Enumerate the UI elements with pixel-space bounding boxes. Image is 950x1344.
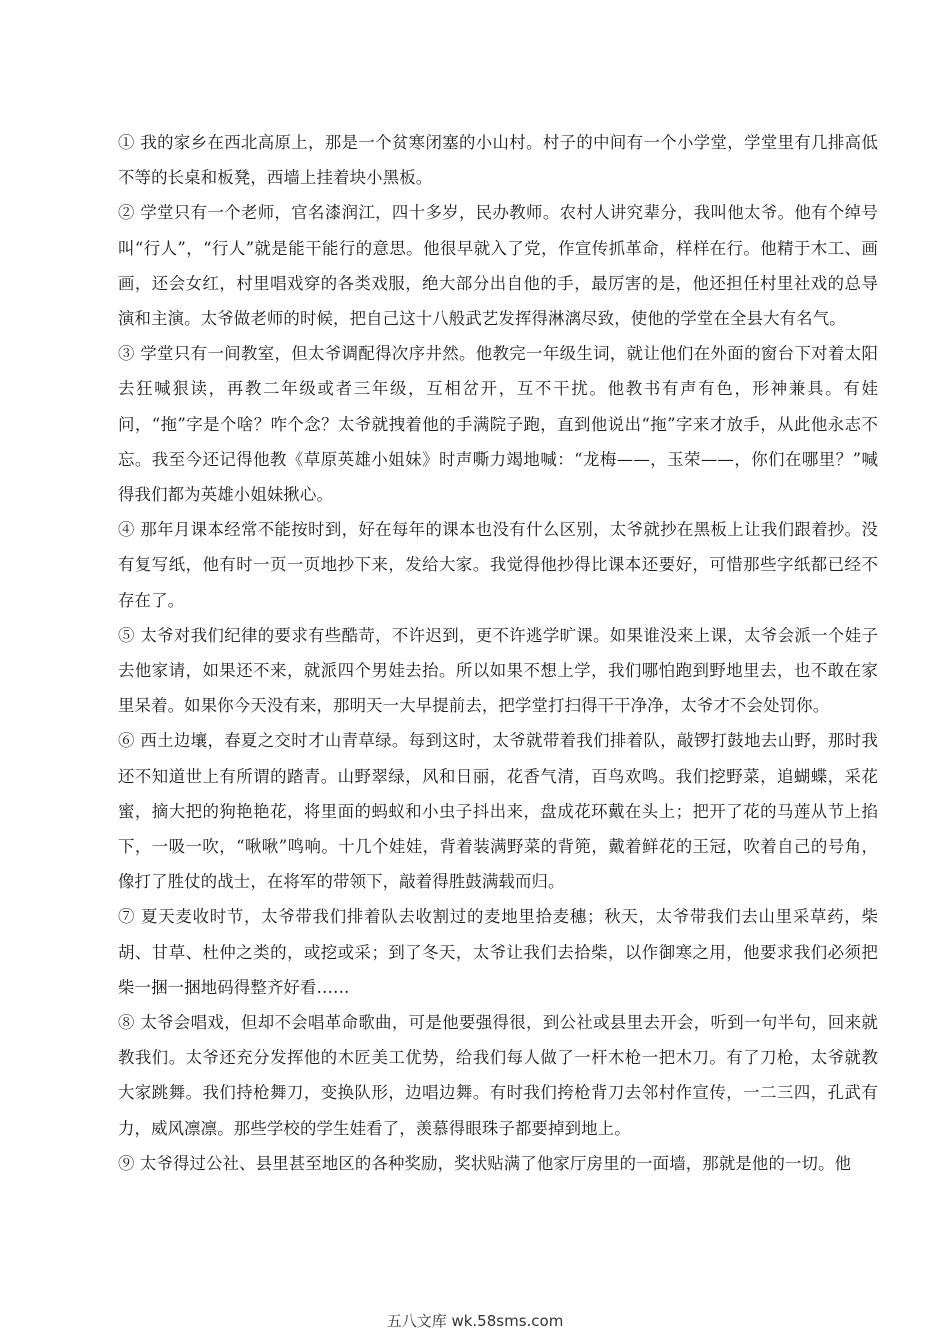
paragraph-3: ③ 学堂只有一间教室，但太爷调配得次序井然。他教完一年级生词，就让他们在外面的窗台下对着太阳去狂喊狠读，再教二年级或者三年级，互相岔开，互不干扰。他教书有声有色，形神兼具。有娃问，“拖”字是个啥？咋个念？太爷就拽着他的手满院子跑，直到他说出“拖”字来才放手，从此他永志不忘。我至今还记得他教《草原英雄小姐妹》时声嘶力竭地喊：“龙梅——，玉荣——，你们在哪里？”喊得我们都为英雄小姐妹揪心。: [118, 344, 878, 505]
paragraph-4: ④ 那年月课本经常不能按时到，好在每年的课本也没有什么区别，太爷就抄在黑板上让我们跟着抄。没有复写纸，他有时一页一页地抄下来，发给大家。我觉得他抄得比课本还要好，可惜那些字纸都已经不存在了。: [118, 520, 878, 610]
paragraph-9: ⑨ 太爷得过公社、县里甚至地区的各种奖励，奖状贴满了他家厅房里的一面墙，那就是他的一切。他: [118, 1153, 852, 1173]
footer-watermark-text: 五八文库 wk.58sms.com: [386, 1312, 564, 1330]
paragraph-2: ② 学堂只有一个老师，官名漆润江，四十多岁，民办教师。农村人讲究辈分，我叫他太爷。他有个绰号叫“行人”，“行人”就是能干能行的意思。他很早就入了党，作宣传抓革命，样样在行。他精于木工、画画，还会女红，村里唱戏穿的各类戏服，绝大部分出自他的手，最厉害的是，他还担任村里社戏的总导演和主演。太爷做老师的时候，把自己这十八般武艺发挥得淋漓尽致，使他的学堂在全县大有名气。: [118, 203, 878, 329]
paragraph-7: ⑦ 夏天麦收时节，太爷带我们排着队去收割过的麦地里拾麦穗；秋天，太爷带我们去山里采草药，柴胡、甘草、杜仲之类的，或挖或采；到了冬天，太爷让我们去拾柴，以作御寒之用，他要求我们必须把柴一捆一捆地码得整齐好看……: [118, 907, 878, 997]
paragraph-6: ⑥ 西土边壤，春夏之交时才山青草绿。每到这时，太爷就带着我们排着队，敲锣打鼓地去山野，那时我还不知道世上有所谓的踏青。山野翠绿，风和日丽，花香气清，百鸟欢鸣。我们挖野菜，追蝴蝶，采花蜜，摘大把的狗艳艳花，将里面的蚂蚁和小虫子抖出来，盘成花环戴在头上；把开了花的马莲从节上掐下，一吸一吹，“啾啾”鸣响。十几个娃娃，背着装满野菜的背篼，戴着鲜花的王冠，吹着自己的号角，像打了胜仗的战士，在将军的带领下，敲着得胜鼓满载而归。: [118, 731, 878, 892]
paragraph-5: ⑤ 太爷对我们纪律的要求有些酷苛，不许迟到，更不许逃学旷课。如果谁没来上课，太爷会派一个娃子去他家请，如果还不来，就派四个男娃去抬。所以如果不想上学，我们哪怕跑到野地里去，也不敢在家里呆着。如果你今天没有来，那明天一大早提前去，把学堂打扫得干干净净，太爷才不会处罚你。: [118, 625, 878, 716]
paragraph-1: ① 我的家乡在西北高原上，那是一个贫寒闭塞的小山村。村子的中间有一个小学堂，学堂里有几排高低不等的长桌和板凳，西墙上挂着块小黑板。: [118, 133, 878, 188]
article-body: [118, 125, 878, 1181]
paragraph-8: ⑧ 太爷会唱戏，但却不会唱革命歌曲，可是他要强得很，到公社或县里去开会，听到一句半句，回来就教我们。太爷还充分发挥他的木匠美工优势，给我们每人做了一杆木枪一把木刀。有了刀枪，太爷就教大家跳舞。我们持枪舞刀，变换队形，边唱边舞。有时我们挎枪背刀去邻村作宣传，一二三四，孔武有力，威风凛凛。那些学校的学生娃看了，羡慕得眼珠子都要掉到地上。: [118, 1013, 878, 1138]
